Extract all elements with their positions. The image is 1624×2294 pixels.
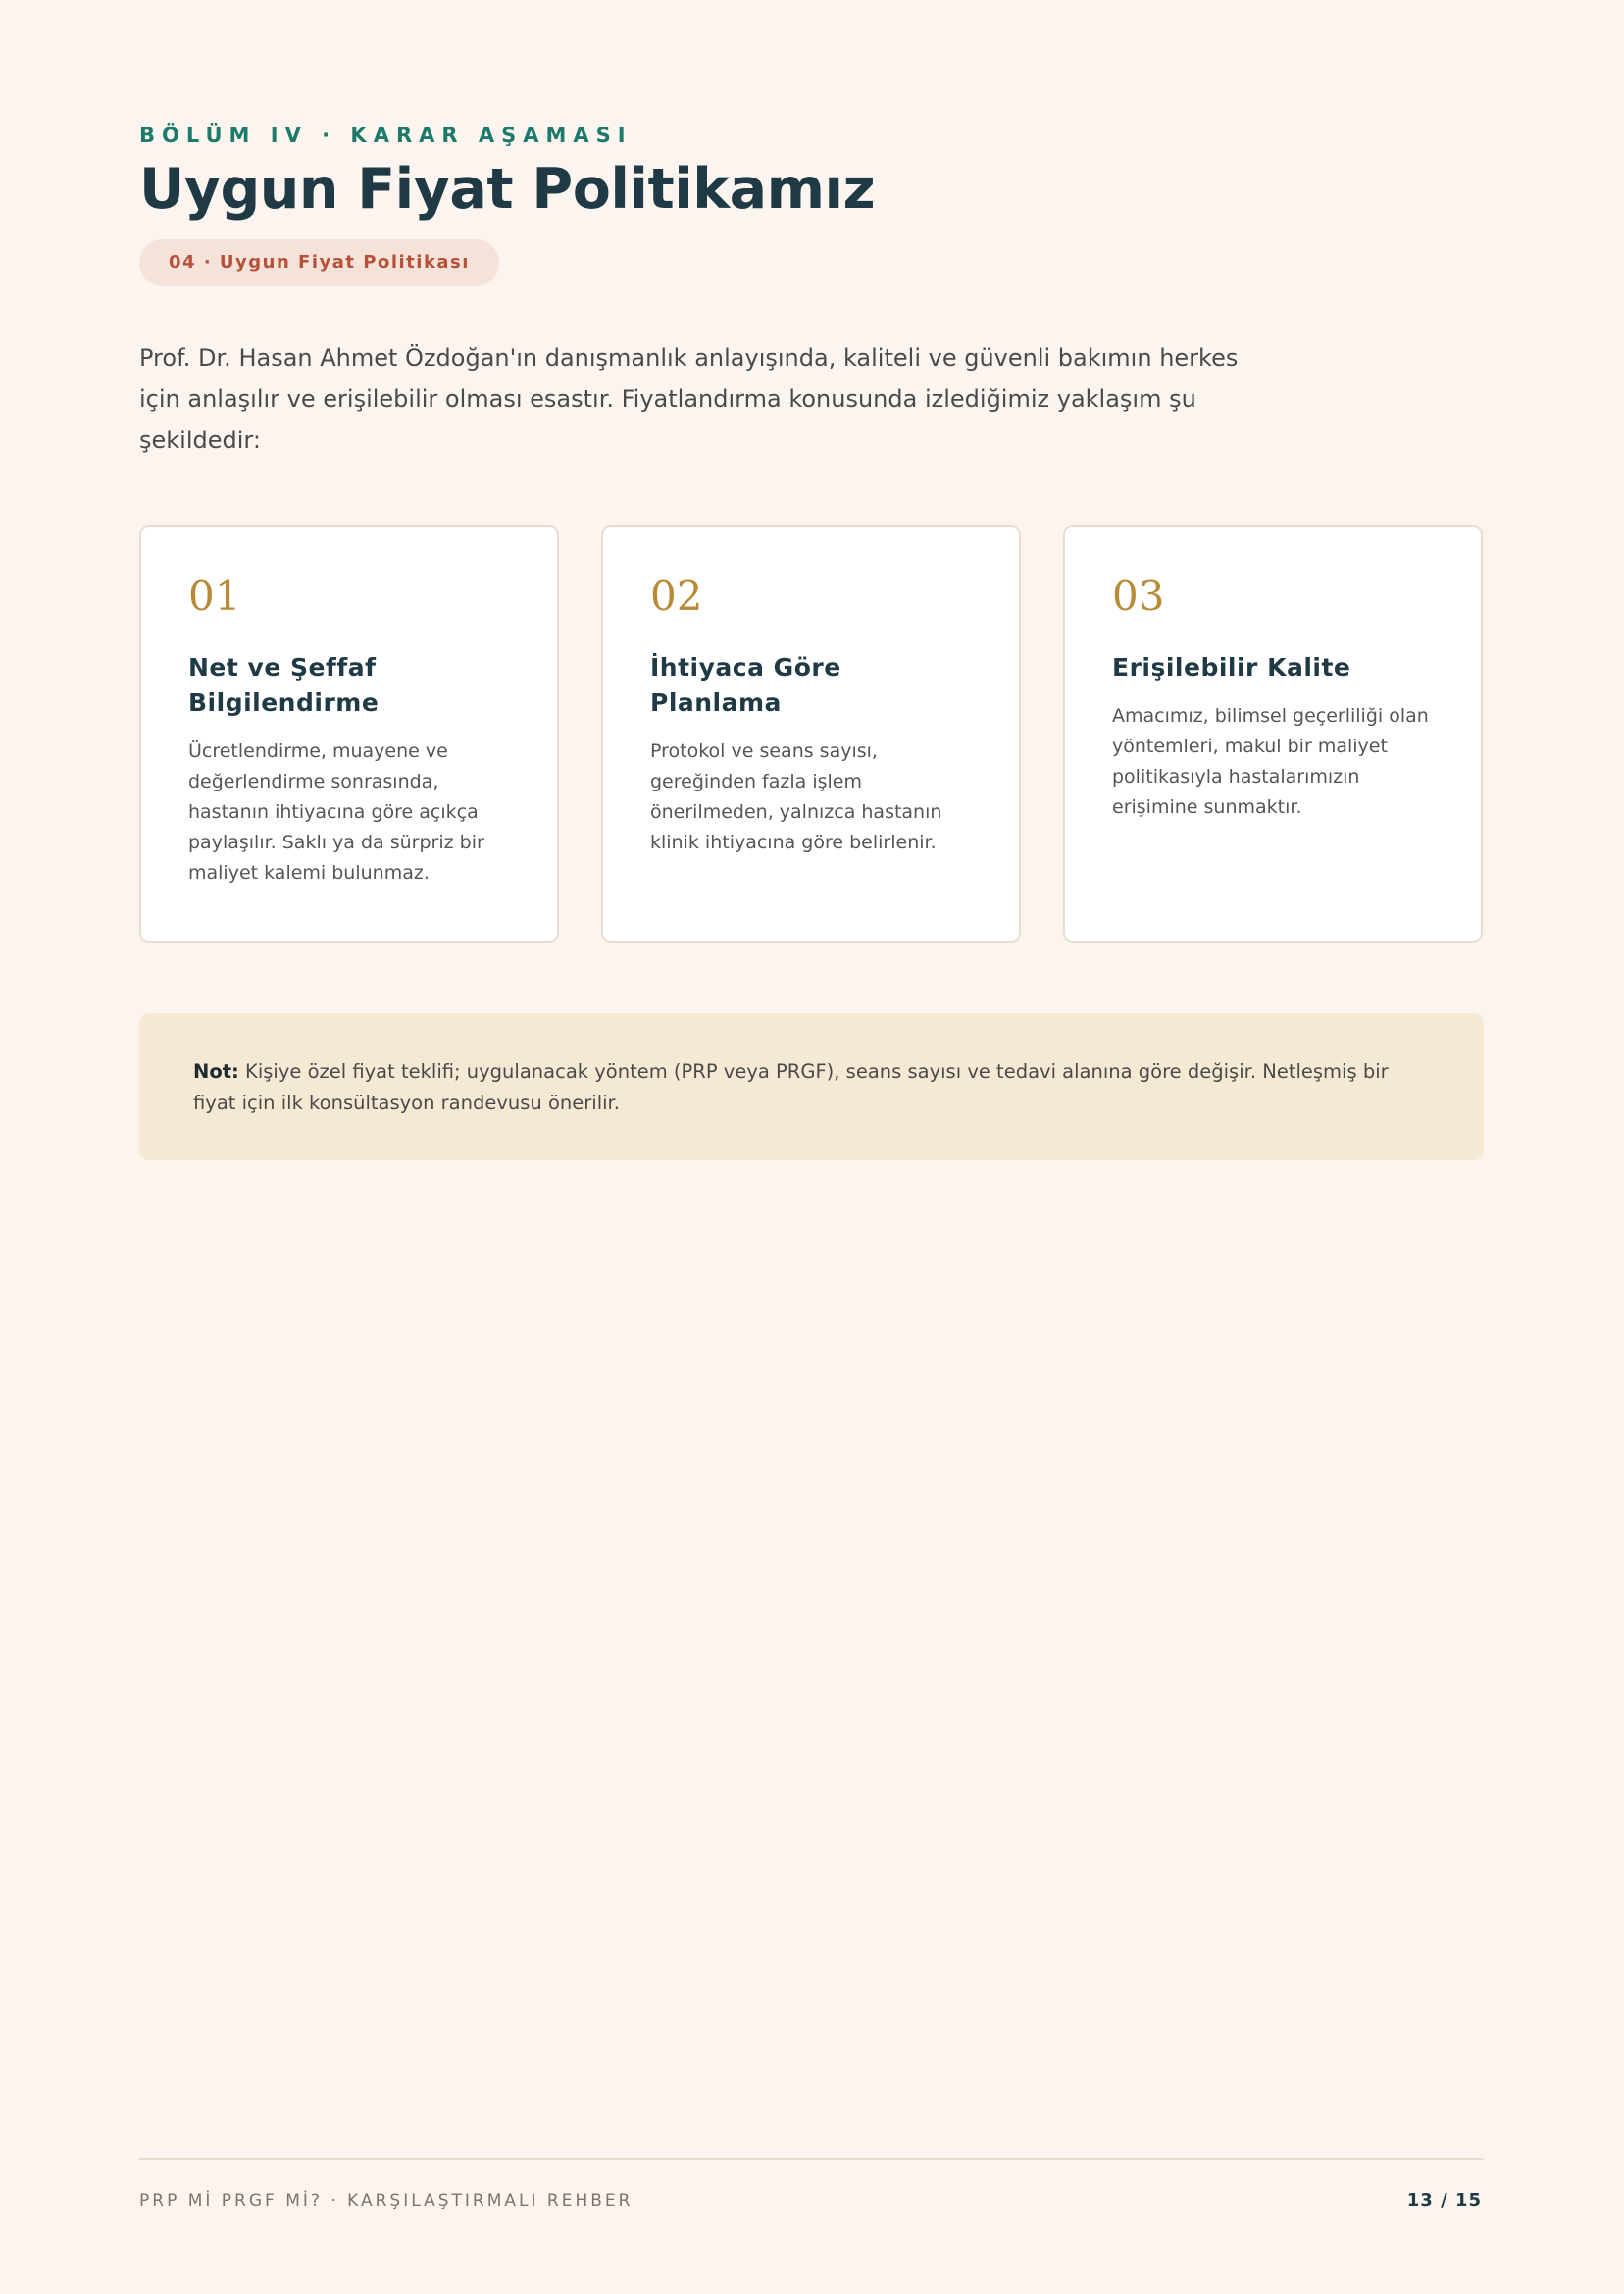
policy-card (601, 525, 1021, 943)
note-label: Not: (193, 1060, 239, 1083)
card-text: Ücretlendirme, muayene ve değerlendirme sonrasında, hastanın ihtiyacına göre açıkça paylaşılır. Saklı ya da sürpriz bir maliyet kalemi bulunmaz. (188, 740, 484, 884)
page-title: Uygun Fiyat Politikamız (139, 157, 876, 222)
card-text: Protokol ve seans sayısı, gereğinden fazla işlem önerilmeden, yalnızca hastanın klinik ihtiyacına göre belirlenir. (650, 740, 942, 853)
section-label: BÖLÜM IV · KARAR AŞAMASI (139, 124, 633, 147)
card-title: İhtiyaca Göre Planlama (650, 653, 841, 717)
page-number: 13 / 15 (1406, 2190, 1482, 2211)
document-page (139, 0, 1484, 2294)
footer-title: PRP Mİ PRGF Mİ? · KARŞILAŞTIRMALI REHBER (139, 2191, 634, 2211)
card-number: 03 (1112, 572, 1165, 620)
note-text: Kişiye özel fiyat teklifi; uygulanacak yöntem (PRP veya PRGF), seans sayısı ve tedavi alanına göre değişir. Netleşmiş bir fiyat için ilk konsültasyon randevusu önerilir. (193, 1060, 1389, 1114)
card-number: 02 (650, 572, 703, 620)
policy-card (139, 525, 559, 943)
intro-paragraph: Prof. Dr. Hasan Ahmet Özdoğan'ın danışmanlık anlayışında, kaliteli ve güvenli bakımın herkes için anlaşılır ve erişilebilir olması esastır. Fiyatlandırma konusunda izlediğimiz yaklaşım şu şekildedir: (139, 344, 1239, 454)
policy-cards (139, 525, 1484, 944)
card-title: Net ve Şeffaf Bilgilendirme (188, 653, 380, 717)
card-title: Erişilebilir Kalite (1112, 653, 1351, 682)
card-text: Amacımız, bilimsel geçerliliği olan yöntemleri, makul bir maliyet politikasıyla hastalarımızın erişimine sunmaktır. (1112, 705, 1429, 818)
chapter-pill: 04 · Uygun Fiyat Politikası (139, 239, 499, 286)
note-box (139, 1013, 1484, 1160)
policy-card (1063, 525, 1483, 943)
card-number: 01 (188, 572, 241, 620)
footer-divider (139, 2158, 1484, 2160)
